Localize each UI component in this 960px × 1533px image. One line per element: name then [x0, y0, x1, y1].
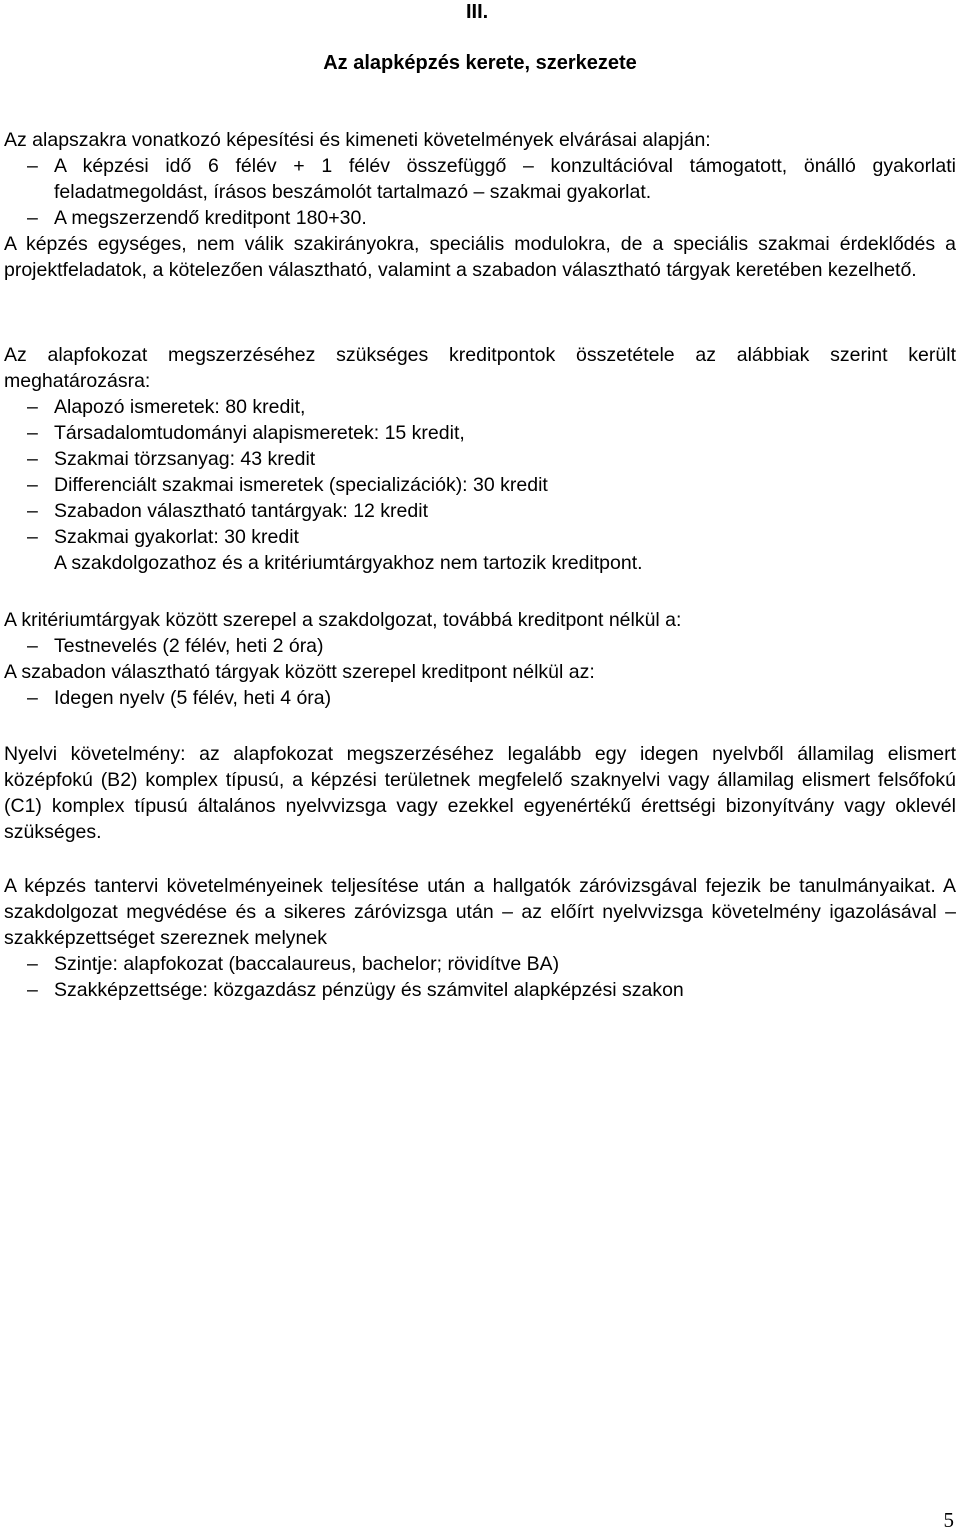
list-item-credit-specialization: – Differenciált szakmai ismeretek (specializációk): 30 kredit — [4, 472, 956, 498]
section-training-structure — [4, 127, 956, 283]
section-credit-composition — [4, 342, 956, 576]
section-language-requirement — [4, 741, 956, 845]
section1-paragraph: A képzés egységes, nem válik szakirányokra, speciális modulokra, de a speciális szakmai érdeklődés a projektfeladatok, a kötelezően választható, valamint a szabadon választható tárgyak keretében kezelhető. — [4, 233, 956, 281]
list-item-degree-level: – Szintje: alapfokozat (baccalaureus, bachelor; rövidítve BA) — [4, 951, 956, 977]
list-item-credit-social-science: – Társadalomtudományi alapismeretek: 15 kredit, — [4, 420, 956, 446]
section5-paragraph: A képzés tantervi követelményeinek teljesítése után a hallgatók záróvizsgával fejezik be tanulmányaikat. A szakdolgozat megvédése és a sikeres záróvizsga után – az előírt nyelvvizsga követelmény igazolásával – szakképzettséget szereznek melynek — [4, 875, 956, 949]
section2-intro: Az alapfokozat megszerzéséhez szükséges kreditpontok összetétele az alábbiak szerint került meghatározásra: — [4, 344, 956, 392]
list-item-credit-practice: – Szakmai gyakorlat: 30 kredit — [4, 524, 956, 550]
list-item-language: – Idegen nyelv (5 félév, heti 4 óra) — [4, 685, 956, 711]
list-item-credit-elective: – Szabadon választható tantárgyak: 12 kredit — [4, 498, 956, 524]
list-item-qualification: – Szakképzettsége: közgazdász pénzügy és számvitel alapképzési szakon — [4, 977, 956, 1003]
section3-line2: A szabadon választható tárgyak között szerepel kreditpont nélkül az: — [4, 661, 595, 683]
list-item-credit-total: – A megszerzendő kreditpont 180+30. — [4, 205, 956, 231]
page-number: 5 — [943, 1508, 954, 1532]
section2-note: A szakdolgozathoz és a kritériumtárgyakhoz nem tartozik kreditpont. — [54, 552, 643, 574]
list-item-pe: – Testnevelés (2 félév, heti 2 óra) — [4, 633, 956, 659]
section3-line1: A kritériumtárgyak között szerepel a szakdolgozat, továbbá kreditpont nélkül a: — [4, 609, 682, 631]
section4-paragraph: Nyelvi követelmény: az alapfokozat megszerzéséhez legalább egy idegen nyelvből államilag elismert középfokú (B2) komplex típusú, a képzési területnek megfelelő szaknyelvi vagy államilag elismert felsőfokú (C1) komplex típusú általános nyelvvizsga vagy ezekkel egyenértékű érettségi bizonyítvány vagy oklevél szükséges. — [4, 743, 956, 843]
chapter-number: III. — [466, 1, 489, 23]
page-title: Az alapképzés kerete, szerkezete — [323, 52, 637, 74]
list-item-credit-core: – Szakmai törzsanyag: 43 kredit — [4, 446, 956, 472]
section1-intro: Az alapszakra vonatkozó képesítési és kimeneti követelmények elvárásai alapján: — [4, 129, 711, 151]
list-item-training-time: – A képzési idő 6 félév + 1 félév összefüggő – konzultációval támogatott, önálló gyakorlati feladatmegoldást, írásos beszámolót tartalmazó – szakmai gyakorlat. — [4, 153, 956, 205]
section-final-exam — [4, 873, 956, 1003]
list-item-credit-foundation: – Alapozó ismeretek: 80 kredit, — [4, 394, 956, 420]
section-criterion-subjects — [4, 607, 956, 711]
